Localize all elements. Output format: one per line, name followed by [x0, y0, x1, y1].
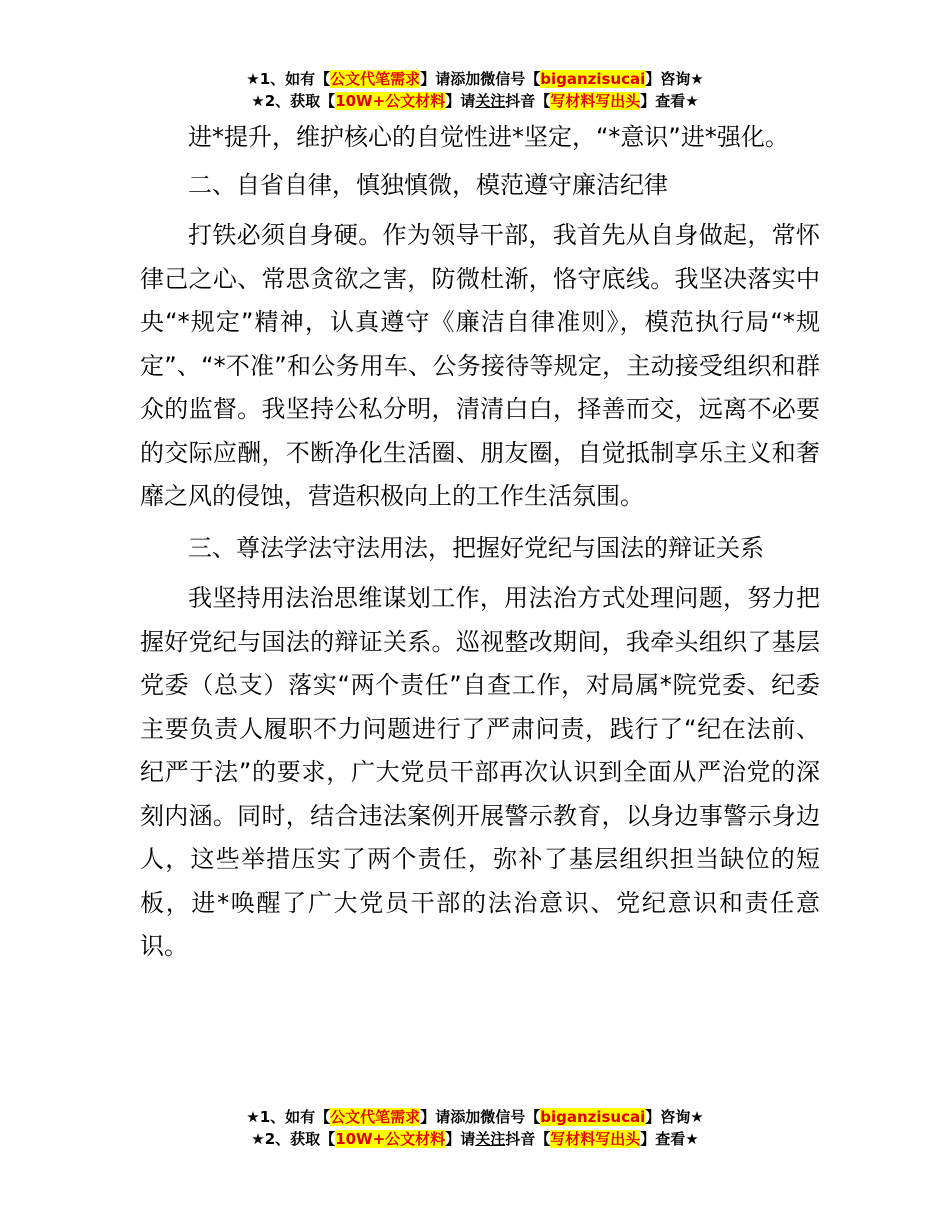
banner-text: 】请添加微信号【	[420, 1108, 541, 1126]
highlight-wechat-id: biganzisucai	[540, 1108, 646, 1126]
paragraph-continuation: 进*提升，维护核心的自觉性进*坚定，“*意识”进*强化。	[188, 123, 789, 151]
section-heading-3: 三、尊法学法守法用法，把握好党纪与国法的辩证关系	[188, 533, 764, 562]
banner-text: ★2、获取【	[251, 1130, 336, 1148]
banner-text: 抖音【	[505, 92, 551, 110]
banner-text: ★2、获取【	[251, 92, 336, 110]
header-banner	[0, 68, 950, 112]
banner-text: 】查看★	[640, 92, 699, 110]
highlight-wechat-id: biganzisucai	[540, 70, 646, 88]
section-heading-2: 二、自省自律，慎独慎微，模范遵守廉洁纪律	[188, 170, 668, 199]
highlight-douyin: 写材料写出头	[550, 92, 641, 110]
banner-text: 】咨询★	[645, 1108, 704, 1126]
banner-text: 】请	[445, 92, 476, 110]
banner-text: 】请	[445, 1130, 476, 1148]
highlight-service: 公文代笔需求	[330, 70, 421, 88]
highlight-douyin: 写材料写出头	[550, 1130, 641, 1148]
footer-banner	[0, 1106, 950, 1150]
banner-text: 】查看★	[640, 1130, 699, 1148]
highlight-materials: 10W+公文材料	[335, 1130, 446, 1148]
banner-text: 抖音【	[505, 1130, 551, 1148]
paragraph-section-3: 我坚持用法治思维谋划工作，用法治方式处理问题，努力把握好党纪与国法的辩证关系。巡视整改期间，我牵头组织了基层党委（总支）落实“两个责任”自查工作，对局属*院党委、纪委主要负责人履职不力问题进行了严肃问责，践行了“纪在法前、纪严于法”的要求，广大党员干部再次认识到全面从严治党的深刻内涵。同时，结合违法案例开展警示教育，以身边事警示身边人，这些举措压实了两个责任，弥补了基层组织担当缺位的短板，进*唤醒了广大党员干部的法治意识、党纪意识和责任意识。	[140, 584, 820, 960]
banner-line-1	[0, 1106, 950, 1128]
banner-underlined-text: 关注	[475, 92, 506, 110]
paragraph-section-2: 打铁必须自身硬。作为领导干部，我首先从自身做起，常怀律己之心、常思贪欲之害，防微杜渐，恪守底线。我坚决落实中央“*规定”精神，认真遵守《廉洁自律准则》，模范执行局“*规定”、“*不准”和公务用车、公务接待等规定，主动接受组织和群众的监督。我坚持公私分明，清清白白，择善而交，远离不必要的交际应酬，不断净化生活圈、朋友圈，自觉抵制享乐主义和奢靡之风的侵蚀，营造积极向上的工作生活氛围。	[140, 221, 820, 510]
banner-line-2	[0, 1128, 950, 1150]
banner-underlined-text: 关注	[475, 1130, 506, 1148]
banner-text: ★1、如有【	[246, 1108, 331, 1126]
banner-line-2	[0, 90, 950, 112]
banner-text: 】咨询★	[645, 70, 704, 88]
banner-text: ★1、如有【	[246, 70, 331, 88]
banner-text: 】请添加微信号【	[420, 70, 541, 88]
document-body	[140, 116, 820, 969]
highlight-service: 公文代笔需求	[330, 1108, 421, 1126]
highlight-materials: 10W+公文材料	[335, 92, 446, 110]
banner-line-1	[0, 68, 950, 90]
